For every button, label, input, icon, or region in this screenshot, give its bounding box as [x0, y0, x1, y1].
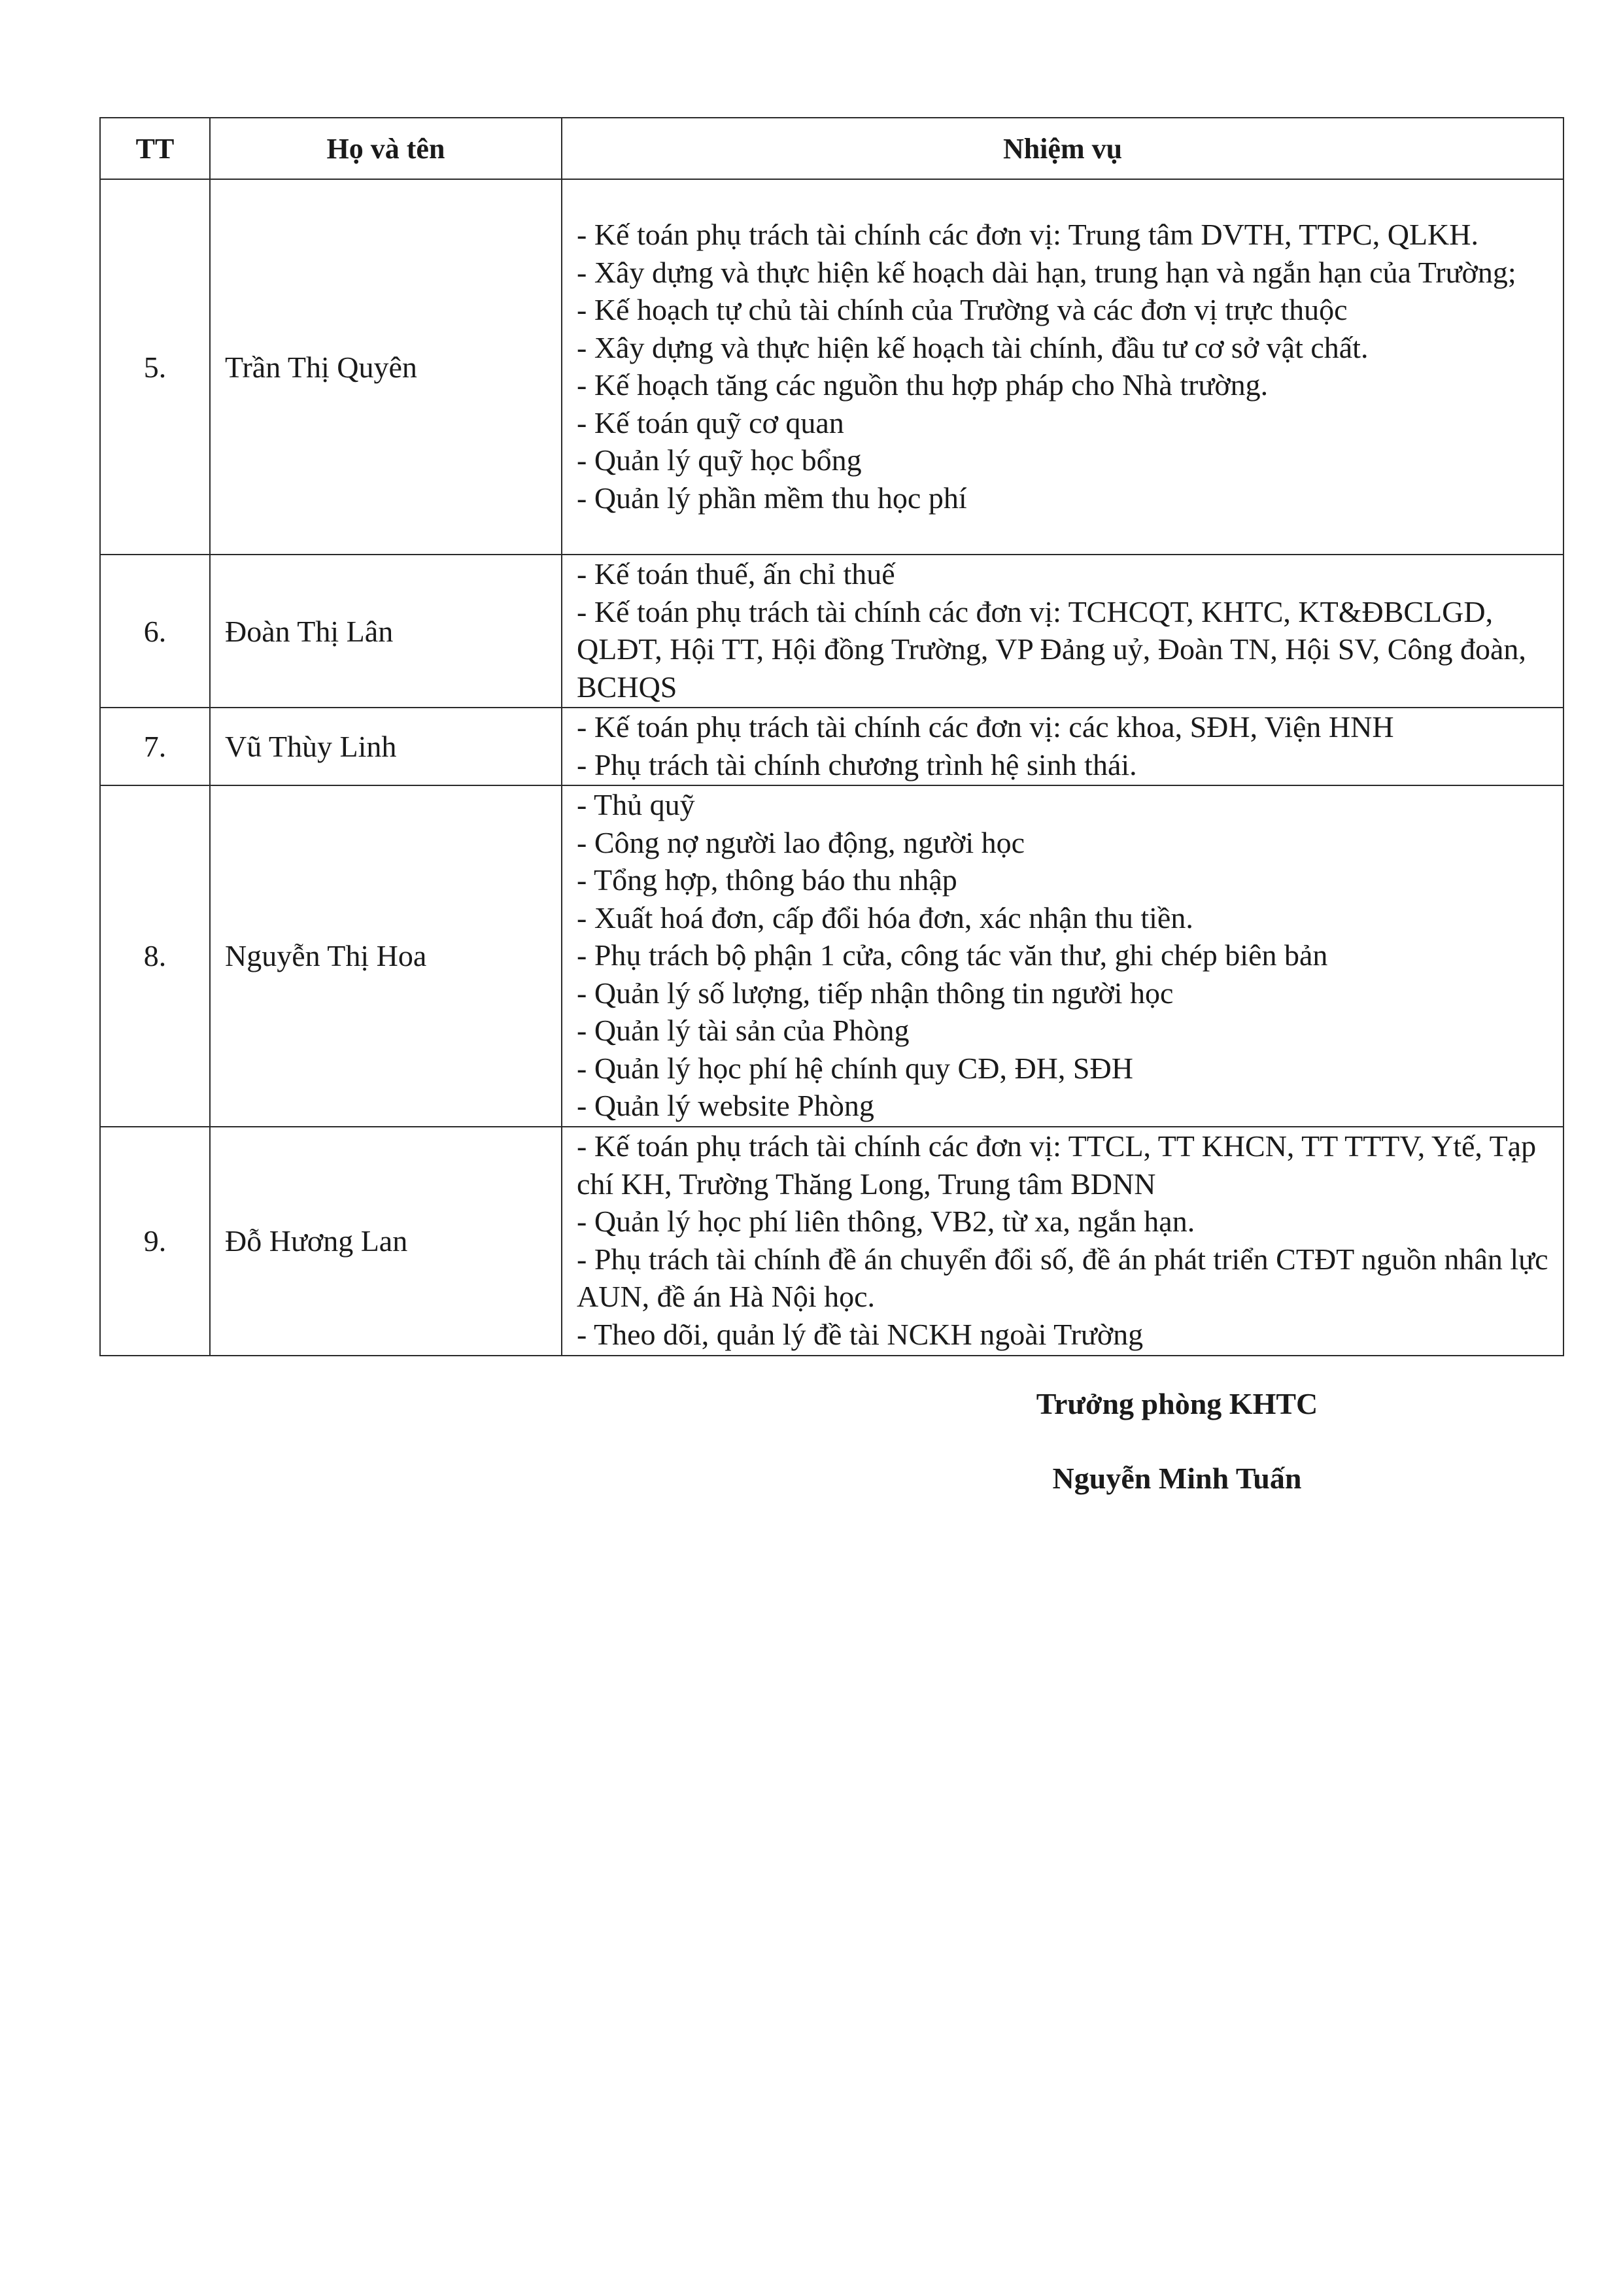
staff-name: Nguyễn Thị Hoa [210, 785, 562, 1127]
duty-list [562, 1127, 1563, 1356]
table-row [100, 555, 1563, 708]
signature-name: Nguyễn Minh Tuấn [1052, 1462, 1302, 1495]
duty-item: - Quản lý học phí hệ chính quy CĐ, ĐH, SĐH [577, 1051, 1133, 1085]
duty-item: - Kế toán phụ trách tài chính các đơn vị: TTCL, TT KHCN, TT TTTV, Ytế, Tạp chí KH, Trường Thăng Long, Trung tâm BDNN [577, 1129, 1537, 1201]
staff-name: Đoàn Thị Lân [210, 555, 562, 708]
duty-item: - Kế hoạch tự chủ tài chính của Trường và các đơn vị trực thuộc [577, 293, 1348, 326]
duty-list [562, 179, 1563, 555]
duty-item: - Kế toán phụ trách tài chính các đơn vị: các khoa, SĐH, Viện HNH [577, 710, 1394, 744]
duty-item: - Thủ quỹ [577, 788, 695, 821]
duty-item: - Kế toán phụ trách tài chính các đơn vị: TCHCQT, KHTC, KT&ĐBCLGD, QLĐT, Hội TT, Hội đồng Trường, VP Đảng uỷ, Đoàn TN, Hội SV, Công đoàn, BCHQS [577, 594, 1526, 704]
duty-item: - Quản lý tài sản của Phòng [577, 1014, 910, 1047]
duty-item: - Kế hoạch tăng các nguồn thu hợp pháp cho Nhà trường. [577, 368, 1269, 402]
table-header-row [100, 118, 1563, 179]
table-row [100, 708, 1563, 785]
table-row [100, 785, 1563, 1127]
duty-list [562, 785, 1563, 1127]
duty-item: - Quản lý số lượng, tiếp nhận thông tin người học [577, 976, 1174, 1010]
staff-name: Đỗ Hương Lan [210, 1127, 562, 1356]
duty-item: - Công nợ người lao động, người học [577, 825, 1025, 859]
duty-item: - Xây dựng và thực hiện kế hoạch tài chính, đầu tư cơ sở vật chất. [577, 330, 1369, 364]
duty-item: - Quản lý học phí liên thông, VB2, từ xa, ngắn hạn. [577, 1205, 1195, 1238]
row-number: 8. [100, 785, 210, 1127]
table-row [100, 179, 1563, 555]
duty-item: - Xây dựng và thực hiện kế hoạch dài hạn, trung hạn và ngắn hạn của Trường; [577, 255, 1516, 289]
row-number: 5. [100, 179, 210, 555]
duty-item: - Tổng hợp, thông báo thu nhập [577, 863, 957, 897]
duty-item: - Phụ trách tài chính đề án chuyển đổi số, đề án phát triển CTĐT nguồn nhân lực AUN, đề án Hà Nội học. [577, 1242, 1548, 1313]
row-number: 7. [100, 708, 210, 785]
duty-item: - Xuất hoá đơn, cấp đổi hóa đơn, xác nhận thu tiền. [577, 900, 1193, 934]
signature-title: Trưởng phòng KHTC [1036, 1387, 1318, 1420]
duty-item: - Kế toán thuế, ấn chỉ thuế [577, 557, 895, 591]
staff-name: Trần Thị Quyên [210, 179, 562, 555]
header-duties: Nhiệm vụ [562, 118, 1563, 179]
duty-item: - Quản lý phần mềm thu học phí [577, 481, 967, 515]
duty-item: - Phụ trách bộ phận 1 cửa, công tác văn thư, ghi chép biên bản [577, 938, 1328, 972]
staff-name: Vũ Thùy Linh [210, 708, 562, 785]
header-name: Họ và tên [210, 118, 562, 179]
duty-item: - Kế toán quỹ cơ quan [577, 405, 844, 439]
duty-assignment-table [99, 117, 1564, 1356]
row-number: 9. [100, 1127, 210, 1356]
table-body [100, 179, 1563, 1356]
duty-list [562, 555, 1563, 708]
table-row [100, 1127, 1563, 1356]
duty-item: - Quản lý website Phòng [577, 1089, 874, 1122]
duty-item: - Quản lý quỹ học bổng [577, 443, 862, 477]
duty-item: - Kế toán phụ trách tài chính các đơn vị: Trung tâm DVTH, TTPC, QLKH. [577, 218, 1478, 251]
row-number: 6. [100, 555, 210, 708]
duty-item: - Phụ trách tài chính chương trình hệ sinh thái. [577, 747, 1137, 781]
duty-list [562, 708, 1563, 785]
header-tt: TT [100, 118, 210, 179]
duty-item: - Theo dõi, quản lý đề tài NCKH ngoài Trường [577, 1317, 1144, 1351]
